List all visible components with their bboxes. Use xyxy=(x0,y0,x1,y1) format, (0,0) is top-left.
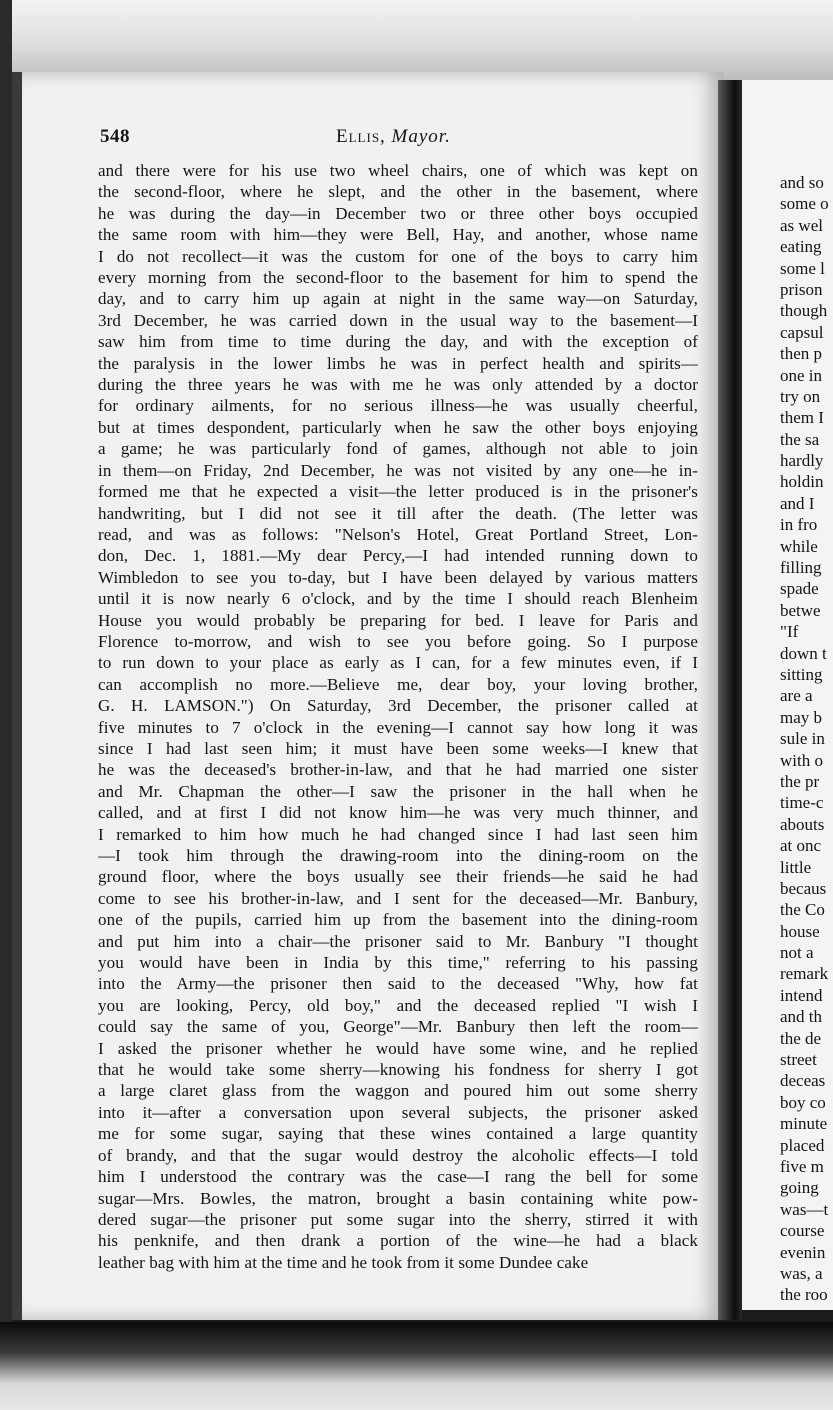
right-page-line: holdin xyxy=(780,472,824,492)
text-line: don, Dec. 1, 1881.—My dear Percy,—I had intended running down to xyxy=(98,546,698,566)
text-line: come to see his brother-in-law, and I sent for the deceased—Mr. Banbury, xyxy=(98,888,698,908)
text-line: Wimbledon to see you to-day, but I have been delayed by various matters xyxy=(98,567,698,587)
text-line: to run down to your place as early as I can, for a few minutes even, if I xyxy=(98,653,698,673)
text-line: during the three years he was with me he was only attended by a doctor xyxy=(98,375,698,395)
text-line: since I had last seen him; it must have been some weeks—I knew that xyxy=(98,738,698,758)
bottom-page-edge xyxy=(0,1322,833,1410)
right-page-line: was—t xyxy=(780,1199,829,1219)
right-page-line: filling xyxy=(780,558,822,578)
text-line: and put him into a chair—the prisoner said to Mr. Banbury "I thought xyxy=(98,931,698,951)
right-page-line: remark xyxy=(780,964,829,984)
text-line: he was the deceased's brother-in-law, and that he had married one sister xyxy=(98,760,698,780)
right-page-line: course xyxy=(780,1221,825,1241)
text-line: that he would take some sherry—knowing his fondness for sherry I got xyxy=(98,1060,698,1080)
text-line: G. H. LAMSON.") On Saturday, 3rd December, the prisoner called at xyxy=(98,696,698,716)
right-page-line: betwe xyxy=(780,600,821,620)
text-line: —I took him through the drawing-room into the dining-room on the xyxy=(98,846,698,865)
right-page-line: capsul xyxy=(780,322,824,342)
text-line: and Mr. Chapman the other—I saw the prisoner in the hall when he xyxy=(98,781,698,801)
right-page-line: at onc xyxy=(780,836,822,856)
text-line: in them—on Friday, 2nd December, he was not visited by any one—he in- xyxy=(98,460,698,480)
text-line: called, and at first I did not know him—he was very much thinner, and xyxy=(98,803,698,823)
right-page-line: was, a xyxy=(780,1263,823,1283)
running-title-role: Mayor. xyxy=(391,126,451,147)
running-head xyxy=(100,126,694,152)
right-page-line: the sa xyxy=(780,429,820,449)
right-page-line: as wel xyxy=(780,215,823,235)
right-page-line: the de xyxy=(780,1028,822,1048)
text-line: leather bag with him at the time and he took from it some Dundee cake xyxy=(98,1252,589,1272)
right-page-line: abouts xyxy=(780,814,825,834)
right-page-line: minute xyxy=(780,1114,828,1134)
text-line: a large claret glass from the waggon and poured him out some sherry xyxy=(98,1081,698,1101)
text-line: ground floor, where the boys usually see their friends—he said he had xyxy=(98,867,698,887)
right-page-line: try on xyxy=(780,386,821,406)
text-line: I remarked to him how much he had changed since I had last seen him xyxy=(98,824,698,844)
running-title-name: Ellis, xyxy=(336,126,386,147)
text-line: formed me that he expected a visit—the letter produced is in the prisoner's xyxy=(98,482,698,502)
right-page-line: though xyxy=(780,301,828,321)
text-line: him I understood the contrary was the case—I rang the bell for some xyxy=(98,1167,698,1187)
right-page-line: hardly xyxy=(780,451,824,471)
text-line: handwriting, but I did not see it till after the death. (The letter was xyxy=(98,503,698,523)
right-page-text xyxy=(780,172,833,1306)
right-page-line: the roo xyxy=(780,1285,828,1305)
text-line: of brandy, and that the sugar would destroy the alcoholic effects—I told xyxy=(98,1145,698,1165)
text-line: into the Army—the prisoner then said to the deceased "Why, how fat xyxy=(98,974,698,994)
body-text xyxy=(98,160,698,1273)
right-page-line: and I xyxy=(780,493,815,513)
text-line: every morning from the second-floor to the basement for him to spend the xyxy=(98,268,698,288)
text-line: a game; he was particularly fond of games, although not able to join xyxy=(98,439,698,459)
text-line: for ordinary ailments, for no serious illness—he was usually cheerful, xyxy=(98,396,698,416)
top-page-margin xyxy=(0,0,833,80)
text-line: until it is now nearly 6 o'clock, and by the time I should reach Blenheim xyxy=(98,589,698,609)
text-line: read, and was as follows: "Nelson's Hotel, Great Portland Street, Lon- xyxy=(98,524,698,544)
text-line: the second-floor, where he slept, and the other in the basement, where xyxy=(98,182,698,202)
text-line: Florence to-morrow, and wish to see you before going. So I purpose xyxy=(98,631,698,651)
text-line: the same room with him—they were Bell, Hay, and another, whose name xyxy=(98,225,698,245)
right-page-line: down t xyxy=(780,643,827,663)
right-page-line: sule in xyxy=(780,729,825,749)
right-page-line: eating xyxy=(780,237,822,257)
text-line: one of the pupils, carried him up from the basement into the dining-room xyxy=(98,910,698,930)
right-page-line: street xyxy=(780,1050,817,1070)
text-line: you are looking, Percy, old boy," and the deceased replied "I wish I xyxy=(98,995,698,1015)
right-page-line: sitting xyxy=(780,664,823,684)
right-page-line: prison xyxy=(780,279,823,299)
right-page-line: little xyxy=(780,857,812,877)
right-page-line: then p xyxy=(780,344,823,364)
right-page-line: five m xyxy=(780,1156,824,1176)
text-line: 3rd December, he was carried down in the usual way to the basement—I xyxy=(98,310,698,330)
book-gutter xyxy=(718,80,742,1320)
text-line: the paralysis in the lower limbs he was in perfect health and spirits— xyxy=(98,353,698,373)
text-line: can accomplish no more.—Believe me, dear boy, your loving brother, xyxy=(98,674,698,694)
text-line: dered sugar—the prisoner put some sugar into the sherry, stirred it with xyxy=(98,1209,698,1229)
right-page-line: not a xyxy=(780,943,814,963)
left-edge-shadow xyxy=(0,0,12,1410)
right-page-line: boy co xyxy=(780,1092,826,1112)
text-line: five minutes to 7 o'clock in the evening—I cannot say how long it was xyxy=(98,717,698,737)
right-page-line: with o xyxy=(780,750,823,770)
text-line: into it—after a conversation upon several subjects, the prisoner asked xyxy=(98,1102,698,1122)
right-page-line: time-c xyxy=(780,793,824,813)
right-page-line: some l xyxy=(780,258,825,278)
right-page-line: some o xyxy=(780,194,829,214)
text-line: I asked the prisoner whether he would have some wine, and he replied xyxy=(98,1038,698,1058)
right-page-line: going xyxy=(780,1178,819,1198)
text-line: and there were for his use two wheel chairs, one of which was kept on xyxy=(98,161,698,180)
text-line: day, and to carry him up again at night in the same way—on Saturday, xyxy=(98,289,698,309)
right-page-line: them I xyxy=(780,408,824,428)
right-page-line: while xyxy=(780,536,818,556)
right-page-line: spade xyxy=(780,579,819,599)
right-page-line: evenin xyxy=(780,1242,826,1262)
text-line: me for some sugar, saying that these wines contained a large quantity xyxy=(98,1124,698,1144)
text-line: I do not recollect—it was the custom for one of the boys to carry him xyxy=(98,246,698,266)
text-line: but at times despondent, particularly when he saw the other boys enjoying xyxy=(98,417,698,437)
right-page-line: and th xyxy=(780,1007,823,1027)
right-page-line: house xyxy=(780,921,820,941)
right-page-line: are a xyxy=(780,686,813,706)
right-page-line: the pr xyxy=(780,771,820,791)
running-title xyxy=(336,126,451,148)
right-page-line: in fro xyxy=(780,515,818,535)
right-page-line: intend xyxy=(780,985,823,1005)
right-page-line: placed xyxy=(780,1135,825,1155)
right-page-line: and so xyxy=(780,173,824,192)
page-number: 548 xyxy=(100,126,130,147)
right-page-line: may b xyxy=(780,707,823,727)
right-page-line: deceas xyxy=(780,1071,826,1091)
text-line: his penknife, and then drank a portion of the wine—he had a black xyxy=(98,1231,698,1251)
text-line: sugar—Mrs. Bowles, the matron, brought a basin containing white pow- xyxy=(98,1188,698,1208)
right-page-line: becaus xyxy=(780,878,827,898)
text-line: he was during the day—in December two or three other boys occupied xyxy=(98,203,698,223)
text-line: you would have been in India by this time," referring to his passing xyxy=(98,953,698,973)
right-page-line: the Co xyxy=(780,900,825,920)
right-page-line: "If xyxy=(780,622,799,642)
text-line: saw him from time to time during the day, and with the exception of xyxy=(98,332,698,352)
right-page-line: one in xyxy=(780,365,823,385)
text-line: could say the same of you, George"—Mr. Banbury then left the room— xyxy=(98,1017,698,1037)
text-line: House you would probably be preparing for bed. I leave for Paris and xyxy=(98,610,698,630)
